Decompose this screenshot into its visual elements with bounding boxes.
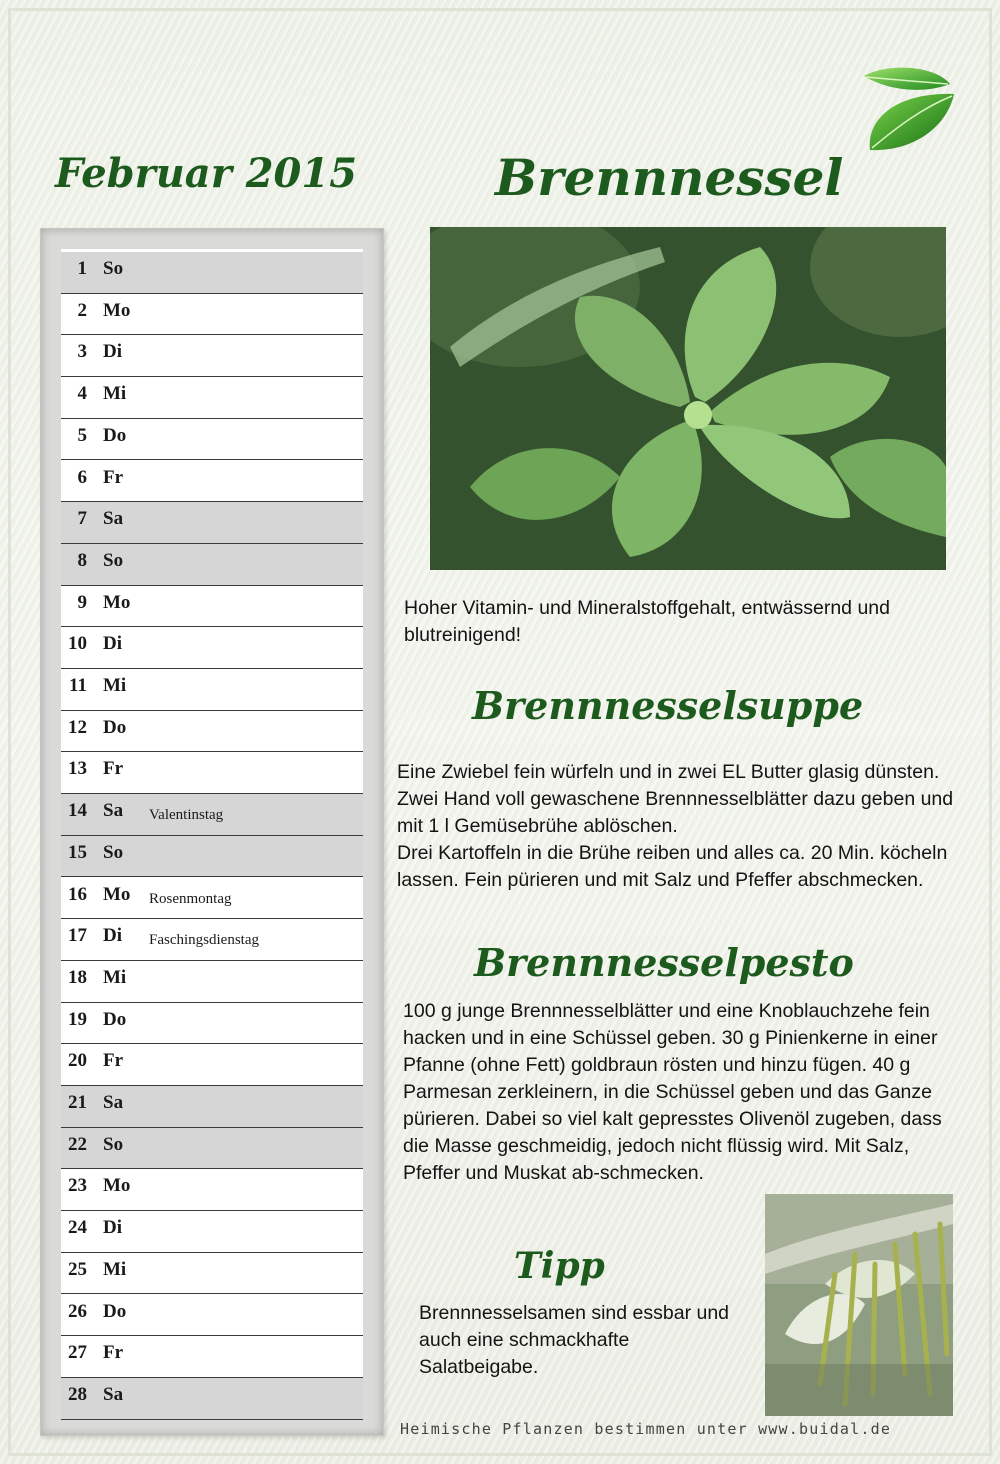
weekday-label: Mi	[103, 675, 127, 696]
day-number: 27	[68, 1342, 87, 1364]
calendar-day-row	[61, 252, 363, 294]
weekday-label: Sa	[103, 508, 124, 530]
calendar-day-row	[61, 1044, 363, 1086]
calendar-day-row	[61, 878, 363, 920]
weekday-label: Fr	[103, 758, 124, 780]
day-number: 24	[68, 1217, 87, 1239]
weekday-label: Do	[103, 1300, 127, 1322]
day-number: 22	[68, 1133, 87, 1155]
weekday-label: Mi	[103, 966, 127, 988]
calendar-day-row	[61, 1128, 363, 1170]
day-number: 21	[68, 1092, 87, 1113]
calendar-day-row	[61, 502, 363, 544]
soup-paragraph-2: Drei Kartoffeln in die Brühe reiben und alles ca. 20 Min. köcheln lassen. Fein pürieren und mit Salz und Pfeffer abschmecken.	[397, 842, 948, 891]
weekday-label: So	[103, 1133, 124, 1155]
tip-text: Brennnesselsamen sind essbar und auch eine schmackhafte Salatbeigabe.	[419, 1302, 730, 1378]
calendar-day-row	[61, 377, 363, 419]
footer-text: Heimische Pflanzen bestimmen unter www.buidal.de	[400, 1420, 892, 1438]
day-number: 12	[68, 716, 87, 738]
calendar-day-row	[61, 752, 363, 794]
plant-title: Brennnessel	[495, 148, 844, 207]
day-number: 19	[68, 1008, 87, 1030]
calendar-list	[61, 249, 363, 1413]
nettle-seeds-photo	[765, 1194, 953, 1416]
weekday-label: Do	[103, 1008, 127, 1030]
day-number: 17	[68, 925, 87, 947]
calendar-day-row	[61, 1169, 363, 1211]
calendar-day-row	[61, 1378, 363, 1420]
month-title: Februar 2015	[55, 150, 358, 197]
day-number: 5	[77, 424, 87, 446]
weekday-label: Do	[103, 424, 127, 446]
weekday-label: Fr	[103, 466, 124, 488]
weekday-label: Mo	[103, 299, 131, 321]
weekday-label: Fr	[103, 1342, 124, 1364]
day-number: 16	[68, 883, 87, 905]
green-leaves-icon	[850, 62, 958, 154]
calendar-day-row	[61, 1003, 363, 1045]
day-number: 10	[68, 633, 87, 655]
calendar-day-row	[61, 669, 363, 711]
weekday-label: Di	[103, 633, 122, 655]
day-number: 6	[77, 466, 87, 488]
day-number: 28	[68, 1383, 87, 1405]
holiday-note: Valentinstag	[149, 807, 224, 824]
soup-recipe	[397, 759, 977, 894]
day-number: 26	[68, 1300, 87, 1322]
weekday-label: Sa	[103, 1092, 124, 1113]
day-number: 11	[69, 675, 87, 696]
holiday-note: Faschingsdienstag	[149, 932, 259, 949]
calendar-day-row	[61, 294, 363, 336]
weekday-label: Di	[103, 1217, 122, 1239]
weekday-label: Mo	[103, 591, 131, 613]
day-number: 23	[68, 1175, 87, 1197]
calendar-day-row	[61, 1253, 363, 1295]
weekday-label: Mi	[103, 1258, 127, 1280]
tip-title: Tipp	[514, 1245, 605, 1287]
pesto-title: Brennnesselpesto	[474, 940, 854, 985]
day-number: 7	[77, 508, 87, 530]
day-number: 13	[68, 758, 87, 780]
nettle-photo	[430, 227, 946, 570]
calendar-day-row	[61, 544, 363, 586]
day-number: 8	[77, 549, 87, 571]
day-number: 14	[68, 800, 87, 822]
calendar-day-row	[61, 836, 363, 878]
calendar-day-row	[61, 1211, 363, 1253]
day-number: 2	[77, 299, 87, 321]
intro-text: Hoher Vitamin- und Mineralstoffgehalt, entwässernd und blutreinigend!	[404, 597, 890, 646]
calendar-day-row	[61, 711, 363, 753]
calendar-day-row	[61, 419, 363, 461]
day-number: 15	[68, 841, 87, 863]
day-number: 4	[77, 383, 87, 405]
day-number: 18	[68, 966, 87, 988]
calendar-day-row	[61, 961, 363, 1003]
weekday-label: Fr	[103, 1050, 124, 1072]
weekday-label: Mi	[103, 383, 127, 405]
calendar-day-row	[61, 794, 363, 836]
soup-title: Brennnesselsuppe	[472, 683, 864, 728]
day-number: 25	[68, 1258, 87, 1280]
day-number: 3	[77, 341, 87, 363]
calendar-day-row	[61, 461, 363, 503]
calendar-day-row	[61, 919, 363, 961]
weekday-label: So	[103, 841, 124, 863]
weekday-label: Di	[103, 925, 122, 947]
weekday-label: So	[103, 258, 124, 279]
weekday-label: Mo	[103, 883, 131, 905]
calendar-day-row	[61, 627, 363, 669]
day-number: 20	[68, 1050, 87, 1072]
day-number: 1	[77, 258, 87, 279]
calendar-day-row	[61, 1336, 363, 1378]
calendar-box	[40, 228, 384, 1436]
calendar-day-row	[61, 1086, 363, 1128]
calendar-day-row	[61, 335, 363, 377]
weekday-label: Do	[103, 716, 127, 738]
holiday-note: Rosenmontag	[149, 890, 232, 907]
pesto-recipe: 100 g junge Brennnesselblätter und eine Knoblauchzehe fein hacken und in eine Schüssel geben. 30 g Pinienkerne in einer Pfanne (ohne Fett) goldbraun rösten und hinzu fügen. 40 g Parmesan zerkleinern, in die Schüssel geben und das Ganze pürieren. Dabei so viel kalt gepresstes Olivenöl zugeben, dass die Masse geschmeidig, jedoch nicht flüssig wird. Mit Salz, Pfeffer und Muskat ab-schmecken.	[403, 1000, 942, 1184]
calendar-day-row	[61, 586, 363, 628]
soup-paragraph-1: Eine Zwiebel fein würfeln und in zwei EL Butter glasig dünsten. Zwei Hand voll gewaschene Brennnesselblätter dazu geben und mit 1 l Gemüsebrühe ablöschen.	[397, 761, 954, 837]
weekday-label: Mo	[103, 1175, 131, 1197]
day-number: 9	[77, 591, 87, 613]
weekday-label: Sa	[103, 800, 124, 822]
weekday-label: Sa	[103, 1383, 124, 1405]
weekday-label: So	[103, 549, 124, 571]
calendar-day-row	[61, 1295, 363, 1337]
weekday-label: Di	[103, 341, 122, 363]
